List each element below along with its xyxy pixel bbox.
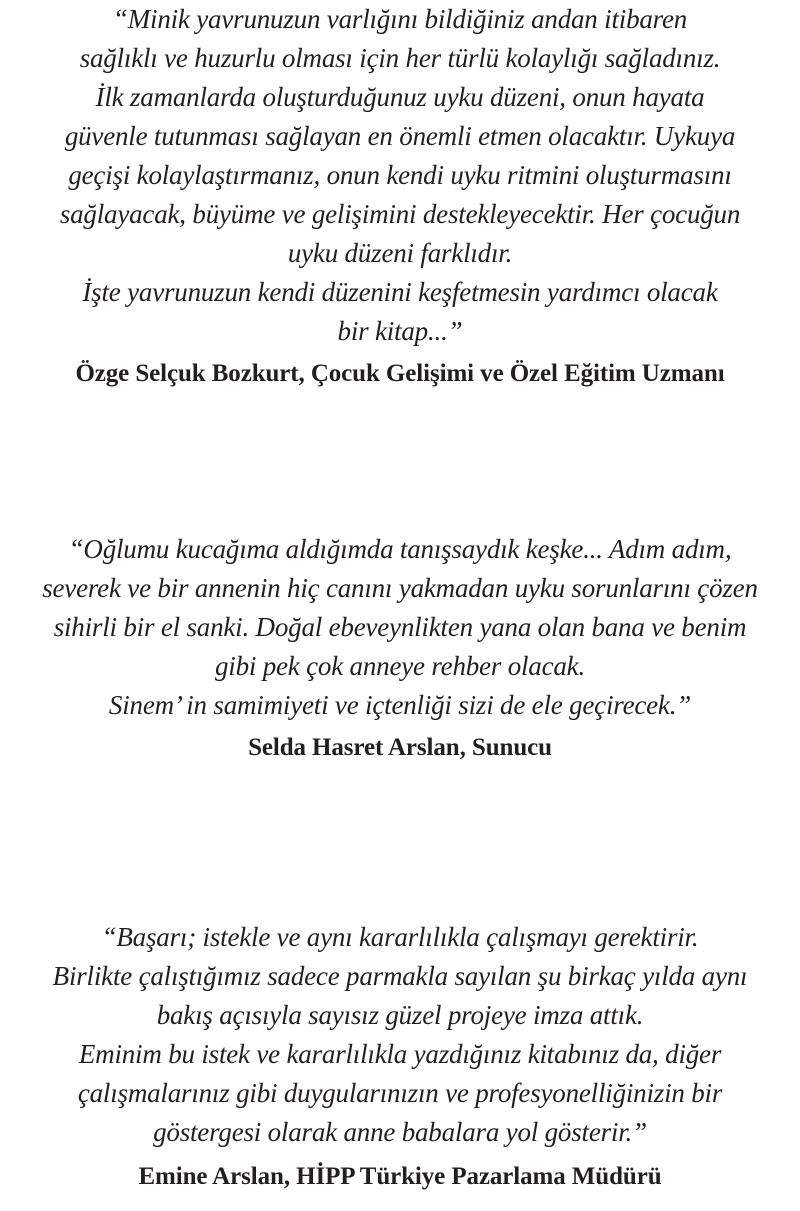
quote-line: sağlayacak, büyüme ve gelişimini destekleyecektir. Her çocuğun [59,199,741,229]
quote-line: “Minik yavrunuzun varlığını bildiğiniz andan itibaren [112,4,688,34]
testimonial-author: Özge Selçuk Bozkurt, Çocuk Gelişimi ve Özel Eğitim Uzmanı [75,360,725,387]
quote-line: “Başarı; istekle ve aynı kararlılıkla çalışmayı gerektirir. [101,922,699,952]
testimonial-quote [0,918,800,1152]
quote-line: çalışmalarınız gibi duygularınızın ve profesyonelliğinizin bir [77,1078,723,1108]
quote-line: geçişi kolaylaştırmanız, onun kendi uyku ritmini oluşturmasını [68,160,732,190]
testimonial-quote [0,530,800,725]
quote-line: uyku düzeni farklıdır. [287,238,513,268]
quote-line: güvenle tutunması sağlayan en önemli etmen olacaktır. Uykuya [64,121,736,151]
quote-line: Birlikte çalıştığımız sadece parmakla sayılan şu birkaç yılda aynı [52,961,748,991]
testimonial-1 [0,0,800,389]
quote-line: sihirli bir el sanki. Doğal ebeveynlikten yana olan bana ve benim [53,612,747,642]
quote-line: Eminim bu istek ve kararlılıkla yazdığınız kitabınız da, diğer [78,1039,722,1069]
quote-line: severek ve bir annenin hiç canını yakmadan uyku sorunlarını çözen [42,573,758,603]
quote-line: Sinem’ in samimiyeti ve içtenliği sizi de ele geçirecek.” [108,690,692,720]
testimonial-quote [0,0,800,351]
quote-line: sağlıklı ve huzurlu olması için her türlü kolaylığı sağladınız. [79,43,721,73]
quote-line: gibi pek çok anneye rehber olacak. [214,651,586,681]
quote-line: göstergesi olarak anne babalara yol gösterir.” [153,1117,647,1147]
quote-line: bakış açısıyla sayısız güzel projeye imza attık. [156,1000,644,1030]
quote-line: bir kitap...” [337,316,463,346]
testimonial-2 [0,530,800,763]
testimonial-3 [0,918,800,1192]
quote-line: “Oğlumu kucağıma aldığımda tanışsaydık keşke... Adım adım, [68,534,732,564]
quote-line: İlk zamanlarda oluşturduğunuz uyku düzeni, onun hayata [95,82,705,112]
quote-line: İşte yavrunuzun kendi düzenini keşfetmesin yardımcı olacak [82,277,718,307]
testimonial-author: Selda Hasret Arslan, Sunucu [248,734,552,761]
testimonial-author: Emine Arslan, HİPP Türkiye Pazarlama Müdürü [138,1163,662,1190]
